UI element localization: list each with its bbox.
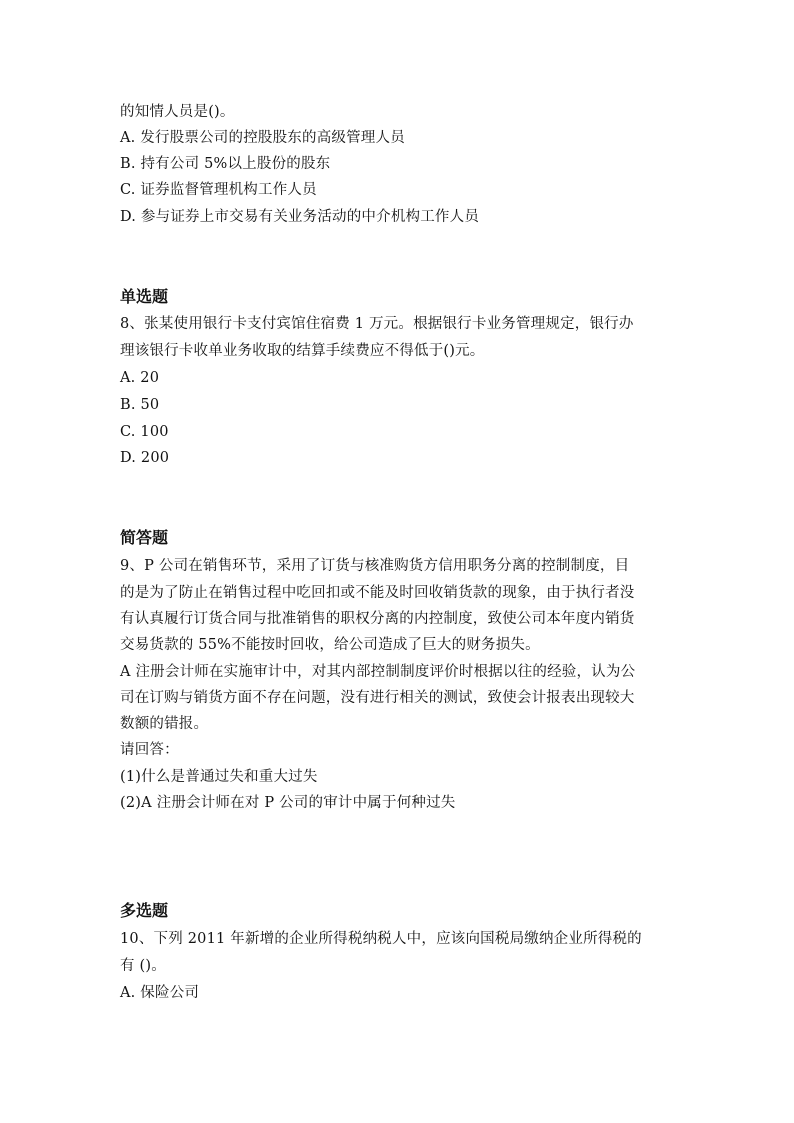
q8-option-b: B. 50 xyxy=(120,397,160,413)
q9-stem-line-6: 司在订购与销货方面不存在问题，没有进行相关的测试，致使会计报表出现较大 xyxy=(120,690,635,706)
q9-prompt: 请回答： xyxy=(120,742,179,758)
q10-stem-line-1: 10、下列 2011 年新增的企业所得税纳税人中，应该向国税局缴纳企业所得税的 xyxy=(120,931,642,947)
q9-stem-line-3: 有认真履行订货合同与批准销售的职权分离的内控制度，致使公司本年度内销货 xyxy=(120,611,635,627)
q9-type-heading: 简答题 xyxy=(120,528,169,547)
q9-stem-line-2: 的是为了防止在销售过程中吃回扣或不能及时回收销货款的现象，由于执行者没 xyxy=(120,585,635,601)
q8-option-a: A. 20 xyxy=(120,370,160,386)
q10-option-a: A. 保险公司 xyxy=(120,985,200,1001)
q7-option-c: C. 证券监督管理机构工作人员 xyxy=(120,182,317,198)
q9-subquestion-1: (1)什么是普通过失和重大过失 xyxy=(120,769,318,785)
q8-option-c: C. 100 xyxy=(120,424,169,440)
q9-stem-line-7: 数额的错报。 xyxy=(120,716,209,732)
q7-stem-tail: 的知情人员是()。 xyxy=(120,104,235,120)
q8-stem-line-1: 8、张某使用银行卡支付宾馆住宿费 1 万元。根据银行卡业务管理规定，银行办 xyxy=(120,316,634,332)
q9-stem-line-5: A 注册会计师在实施审计中，对其内部控制制度评价时根据以往的经验，认为公 xyxy=(120,664,636,680)
q8-type-heading: 单选题 xyxy=(120,287,169,306)
q10-type-heading: 多选题 xyxy=(120,901,169,920)
q10-stem-line-2: 有 ()。 xyxy=(120,958,166,974)
q7-option-d: D. 参与证券上市交易有关业务活动的中介机构工作人员 xyxy=(120,209,480,225)
q8-option-d: D. 200 xyxy=(120,450,170,466)
q7-option-a: A. 发行股票公司的控股股东的高级管理人员 xyxy=(120,130,405,146)
q9-stem-line-4: 交易货款的 55%不能按时回收，给公司造成了巨大的财务损失。 xyxy=(120,637,540,653)
q8-stem-line-2: 理该银行卡收单业务收取的结算手续费应不得低于()元。 xyxy=(120,343,485,359)
q7-option-b: B. 持有公司 5%以上股份的股东 xyxy=(120,156,331,172)
q9-stem-line-1: 9、P 公司在销售环节，采用了订货与核准购货方信用职务分离的控制制度，目 xyxy=(120,558,630,574)
q9-subquestion-2: (2)A 注册会计师在对 P 公司的审计中属于何种过失 xyxy=(120,795,456,811)
